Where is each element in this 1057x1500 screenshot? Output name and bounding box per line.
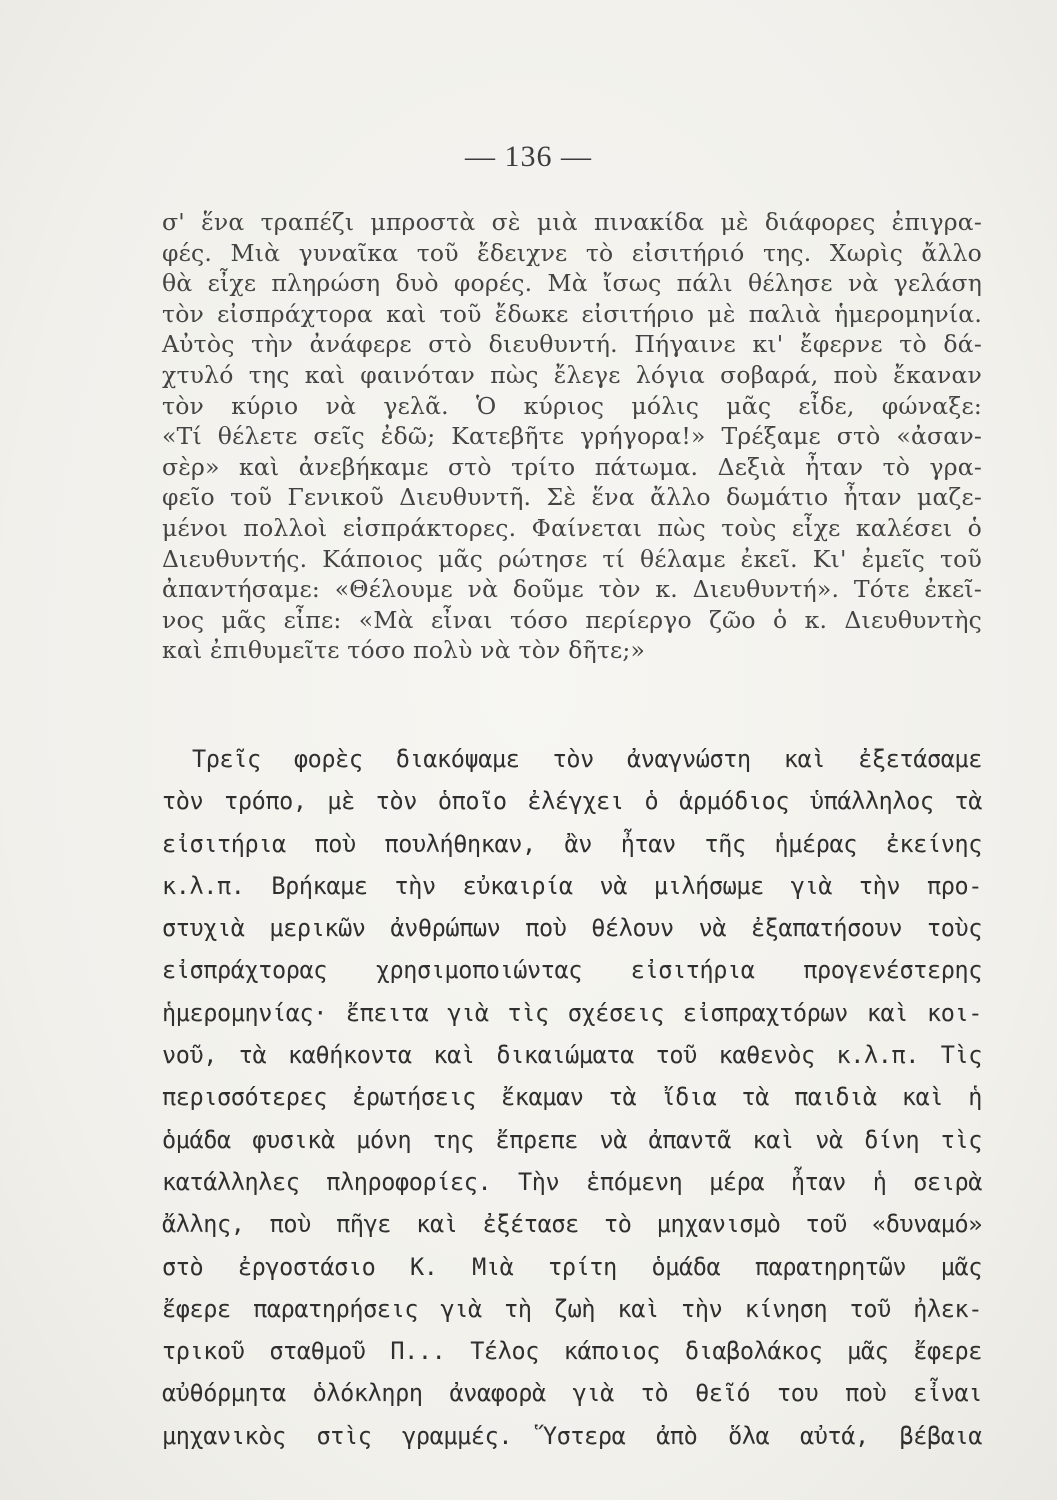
text-line: μένοι πολλοὶ εἰσπράκτορες. Φαίνεται πὼς τοὺς εἶχε καλέσει ὁ: [162, 513, 982, 542]
text-line: ἔφερε παρατηρήσεις γιὰ τὴ ζωὴ καὶ τὴν κίνηση τοῦ ἠλεκ-: [162, 1294, 982, 1323]
main-paragraph: [162, 738, 982, 1457]
text-line: στυχιὰ μερικῶν ἀνθρώπων ποὺ θέλουν νὰ ἐξαπατήσουν τοὺς: [162, 914, 982, 943]
text-line: τρικοῦ σταθμοῦ Π... Τέλος κάποιος διαβολάκος μᾶς ἔφερε: [162, 1337, 982, 1366]
text-line: κατάλληλες πληροφορίες. Τὴν ἑπόμενη μέρα ἦταν ἡ σειρὰ: [162, 1167, 982, 1196]
text-line: αὐθόρμητα ὁλόκληρη ἀναφορὰ γιὰ τὸ θεῖό του ποὺ εἶναι: [162, 1379, 982, 1408]
text-line: εἰσιτήρια ποὺ πουλήθηκαν, ἂν ἦταν τῆς ἡμέρας ἐκείνης: [162, 829, 982, 858]
text-line: τὸν τρόπο, μὲ τὸν ὁποῖο ἐλέγχει ὁ ἁρμόδιος ὑπάλληλος τὰ: [162, 787, 982, 816]
text-line: καὶ ἐπιθυμεῖτε τόσο πολὺ νὰ τὸν δῆτε;»: [162, 636, 646, 665]
text-line: ὁμάδα φυσικὰ μόνη της ἔπρεπε νὰ ἀπαντᾶ καὶ νὰ δίνη τὶς: [162, 1125, 982, 1154]
text-line: φές. Μιὰ γυναῖκα τοῦ ἔδειχνε τὸ εἰσιτήριό της. Χωρὶς ἄλλο: [162, 238, 982, 267]
text-line: περισσότερες ἐρωτήσεις ἔκαμαν τὰ ἴδια τὰ παιδιὰ καὶ ἡ: [162, 1083, 982, 1112]
text-line: στὸ ἐργοστάσιο Κ. Μιὰ τρίτη ὁμάδα παρατηρητῶν μᾶς: [162, 1252, 982, 1281]
text-line: θὰ εἶχε πληρώση δυὸ φορές. Μὰ ἴσως πάλι θέλησε νὰ γελάση: [162, 269, 982, 298]
text-line: ἀπαντήσαμε: «Θέλουμε νὰ δοῦμε τὸν κ. Διευθυντή». Τότε ἐκεῖ-: [162, 575, 982, 604]
text-line: χτυλό της καὶ φαινόταν πὼς ἔλεγε λόγια σοβαρά, ποὺ ἔκαναν: [162, 360, 982, 389]
text-line: μηχανικὸς στὶς γραμμές. Ὕστερα ἀπὸ ὅλα αὐτά, βέβαια: [162, 1421, 982, 1450]
text-line: Διευθυντής. Κάποιος μᾶς ρώτησε τί θέλαμε ἐκεῖ. Κι' ἐμεῖς τοῦ: [162, 544, 982, 573]
text-line: κ.λ.π. Βρήκαμε τὴν εὐκαιρία νὰ μιλήσωμε γιὰ τὴν προ-: [162, 871, 982, 900]
text-line: τὸν εἰσπράχτορα καὶ τοῦ ἔδωκε εἰσιτήριο μὲ παλιὰ ἡμερομηνία.: [162, 299, 982, 328]
text-line: εἰσπράχτορας χρησιμοποιώντας εἰσιτήρια προγενέστερης: [162, 956, 982, 985]
quoted-passage: [162, 207, 982, 666]
text-line: σὲρ» καὶ ἀνεβήκαμε στὸ τρίτο πάτωμα. Δεξιὰ ἦταν τὸ γρα-: [162, 452, 982, 481]
text-line: τὸν κύριο νὰ γελᾶ. Ὁ κύριος μόλις μᾶς εἶδε, φώναξε:: [162, 391, 982, 420]
text-line: φεῖο τοῦ Γενικοῦ Διευθυντῆ. Σὲ ἕνα ἄλλο δωμάτιο ἦταν μαζε-: [162, 483, 982, 512]
text-line: ἡμερομηνίας· ἔπειτα γιὰ τὶς σχέσεις εἰσπραχτόρων καὶ κοι-: [162, 998, 982, 1027]
text-line: «Τί θέλετε σεῖς ἐδῶ; Κατεβῆτε γρήγορα!» Τρέξαμε στὸ «ἀσαν-: [162, 422, 982, 451]
page-number: — 136 —: [465, 140, 592, 173]
text-line: νος μᾶς εἶπε: «Μὰ εἶναι τόσο περίεργο ζῶο ὁ κ. Διευθυντὴς: [162, 605, 982, 634]
text-line: ἄλλης, ποὺ πῆγε καὶ ἐξέτασε τὸ μηχανισμὸ τοῦ «δυναμό»: [162, 1210, 982, 1239]
text-line: σ' ἕνα τραπέζι μπροστὰ σὲ μιὰ πινακίδα μὲ διάφορες ἐπιγρα-: [162, 208, 982, 236]
text-line: νοῦ, τὰ καθήκοντα καὶ δικαιώματα τοῦ καθενὸς κ.λ.π. Τὶς: [162, 1041, 982, 1070]
text-line: Τρεῖς φορὲς διακόψαμε τὸν ἀναγνώστη καὶ ἐξετάσαμε: [192, 745, 982, 773]
text-line: Αὐτὸς τὴν ἀνάφερε στὸ διευθυντή. Πήγαινε κι' ἔφερνε τὸ δά-: [162, 330, 982, 359]
